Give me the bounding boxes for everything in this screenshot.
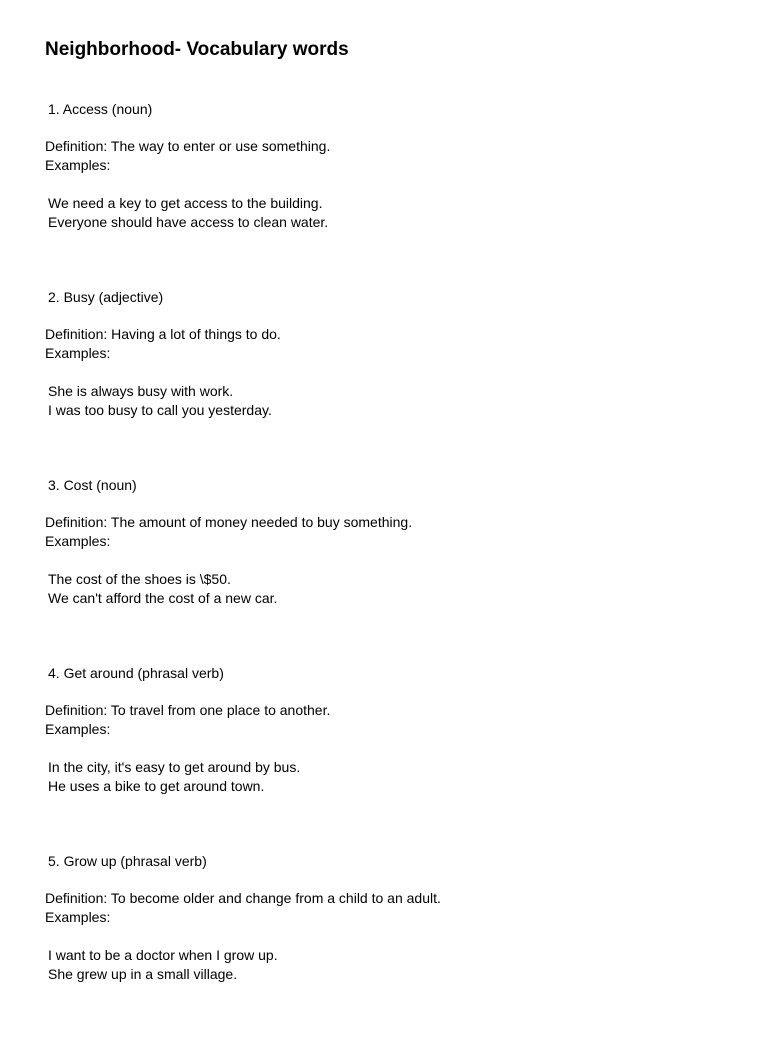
example-sentence: I want to be a doctor when I grow up. — [48, 947, 278, 963]
example-sentence: We can't afford the cost of a new car. — [48, 590, 278, 606]
entry-heading: 1. Access (noun) — [48, 101, 153, 117]
example-sentence: I was too busy to call you yesterday. — [48, 402, 272, 418]
vocabulary-entry-cost — [45, 476, 745, 664]
examples-list — [45, 946, 745, 984]
vocabulary-entry-busy — [45, 288, 745, 476]
entry-heading: 4. Get around (phrasal verb) — [48, 665, 224, 681]
entry-definition: Definition: Having a lot of things to do. — [45, 326, 281, 342]
examples-label: Examples: — [45, 721, 111, 737]
examples-list — [45, 570, 745, 608]
examples-list — [45, 758, 745, 796]
examples-label: Examples: — [45, 909, 111, 925]
example-sentence: He uses a bike to get around town. — [48, 778, 265, 794]
vocabulary-entry-grow-up — [45, 852, 745, 1040]
entry-heading: 2. Busy (adjective) — [48, 289, 164, 305]
example-sentence: The cost of the shoes is \$50. — [48, 571, 231, 587]
example-sentence: In the city, it's easy to get around by bus. — [48, 759, 301, 775]
examples-label: Examples: — [45, 157, 111, 173]
entry-heading: 3. Cost (noun) — [48, 477, 137, 493]
examples-list — [45, 194, 745, 232]
examples-label: Examples: — [45, 345, 111, 361]
examples-label: Examples: — [45, 533, 111, 549]
example-sentence: She grew up in a small village. — [48, 966, 238, 982]
entry-definition: Definition: To become older and change from a child to an adult. — [45, 890, 441, 906]
example-sentence: She is always busy with work. — [48, 383, 234, 399]
example-sentence: We need a key to get access to the building. — [48, 195, 323, 211]
entry-definition: Definition: The way to enter or use something. — [45, 138, 331, 154]
vocabulary-entry-access — [45, 100, 745, 288]
entry-definition: Definition: The amount of money needed to buy something. — [45, 514, 413, 530]
example-sentence: Everyone should have access to clean water. — [48, 214, 329, 230]
entry-definition: Definition: To travel from one place to another. — [45, 702, 331, 718]
document-page — [45, 38, 745, 982]
vocabulary-entry-get-around — [45, 664, 745, 852]
entry-heading: 5. Grow up (phrasal verb) — [48, 853, 207, 869]
page-title: Neighborhood- Vocabulary words — [45, 39, 349, 60]
vocabulary-list — [45, 100, 745, 1040]
examples-list — [45, 382, 745, 420]
